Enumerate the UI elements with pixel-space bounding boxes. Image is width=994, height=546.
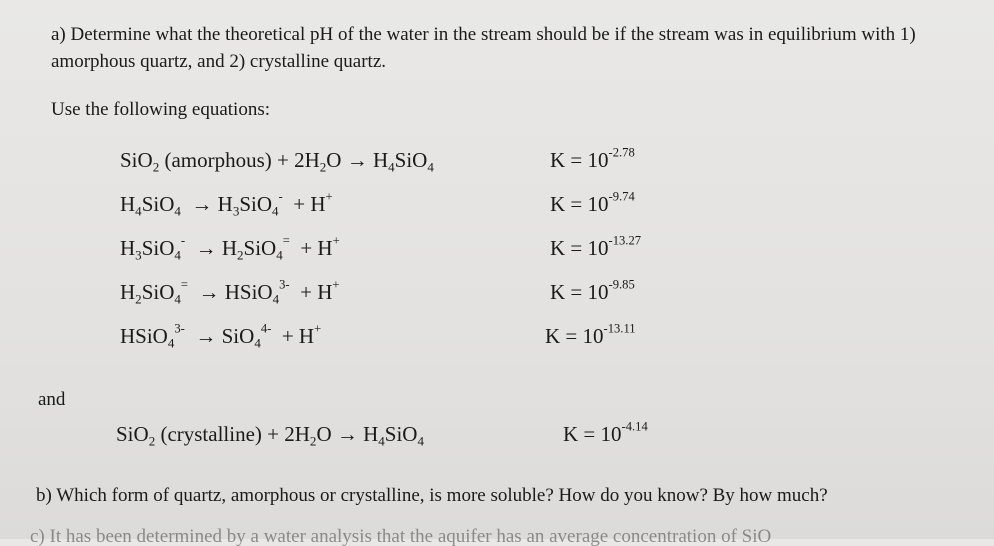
instruction-text: Use the following equations: xyxy=(51,99,270,120)
equation-4: $H_2SiO_4^=$ → HSiO$_4^{3-}$ + H+ xyxy=(120,277,340,307)
k-value-1 xyxy=(550,145,635,173)
k-value-4 xyxy=(550,277,635,305)
next-question-fragment: c) It has been determined by a water analysis that the aquifer has an average concentration of SiO xyxy=(30,526,772,546)
question-a-line1: a) Determine what the theoretical pH of the water in the stream should be if the stream was in equilibrium with 1) xyxy=(51,24,916,45)
k-exponent: -2.78 xyxy=(608,145,635,160)
question-b: b) Which form of quartz, amorphous or crystalline, is more soluble? How do you know? By how much? xyxy=(36,485,828,506)
k-value-3 xyxy=(550,233,642,261)
k-exponent: -13.11 xyxy=(603,321,636,336)
equation-1: SiO$_2$ (amorphous) + $2H_2O \to H_4SiO_4$ xyxy=(120,148,434,175)
k-prefix: K = 10 xyxy=(550,148,609,172)
k-prefix: K = 10 xyxy=(563,422,622,446)
k-prefix: K = 10 xyxy=(550,236,609,260)
k-exponent: -9.85 xyxy=(608,277,635,292)
k-exponent: -13.27 xyxy=(608,233,642,248)
k-value-2 xyxy=(550,189,635,217)
k-value-crystalline xyxy=(563,419,648,447)
question-a-line2: amorphous quartz, and 2) crystalline quartz. xyxy=(51,51,387,72)
equation-2: $H_4SiO_4 \to H_3SiO_4^- + H^+$ xyxy=(120,189,333,219)
k-exponent: -4.14 xyxy=(621,419,648,434)
equation-5: HSiO$_4^{3-}$ → SiO$_4^{4-}$ + H+ xyxy=(120,321,322,351)
equation-3: $H_3SiO_4^- \to H_2SiO_4^= + H^+$ xyxy=(120,233,340,263)
k-exponent: -9.74 xyxy=(608,189,635,204)
k-prefix: K = 10 xyxy=(545,324,604,348)
k-prefix: K = 10 xyxy=(550,192,609,216)
equation-crystalline: SiO$_2$ (crystalline) + $2H_2O \to H_4SiO_4$ xyxy=(116,422,424,449)
k-prefix: K = 10 xyxy=(550,280,609,304)
k-value-5 xyxy=(545,321,636,349)
and-label: and xyxy=(38,389,66,410)
